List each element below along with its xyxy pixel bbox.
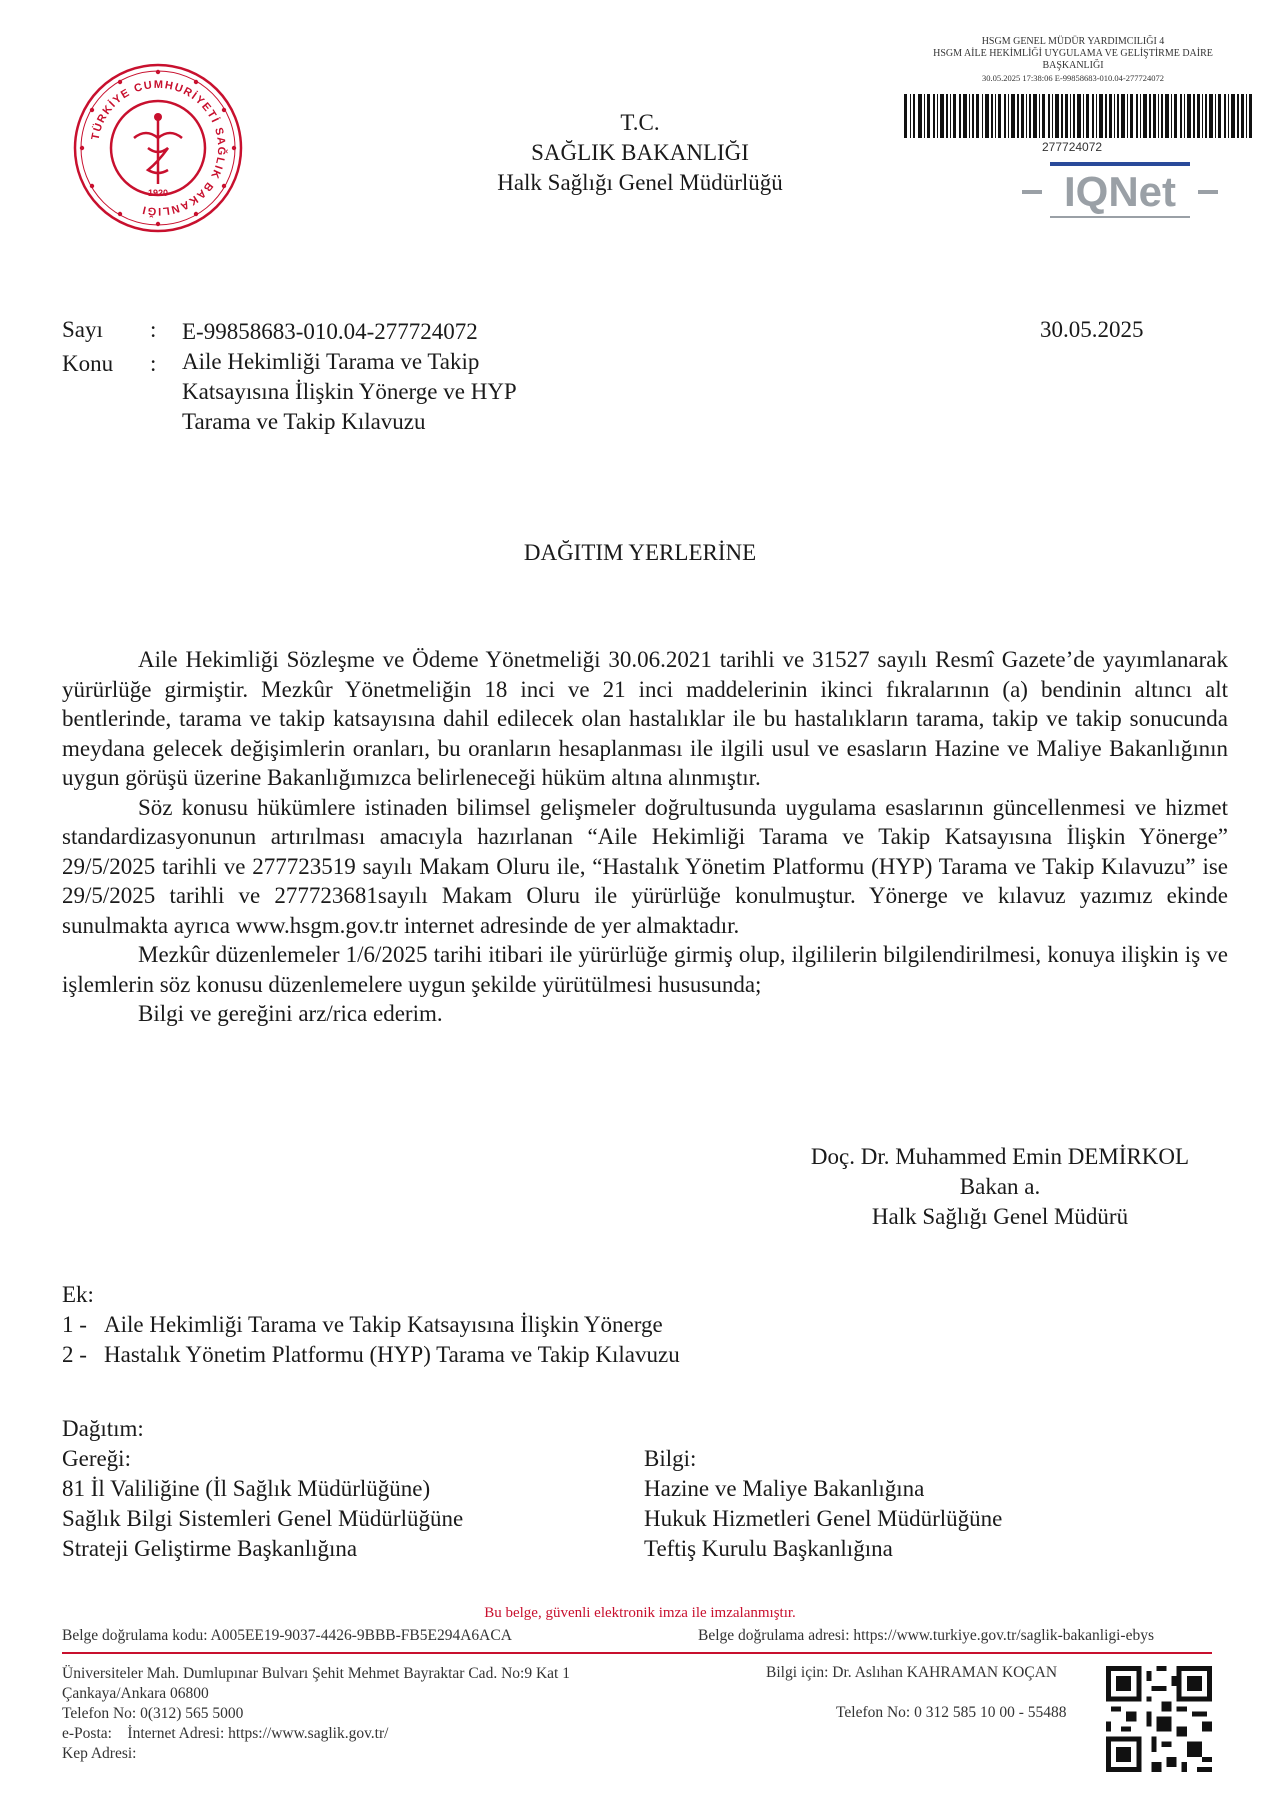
signer-name: Doç. Dr. Muhammed Emin DEMİRKOL xyxy=(810,1144,1190,1169)
konu-value xyxy=(182,347,602,437)
sayi-label: Sayı xyxy=(62,317,103,342)
letter-body xyxy=(62,645,1228,1029)
institution-address xyxy=(62,1664,570,1764)
header-line-directorate: Halk Sağlığı Genel Müdürlüğü xyxy=(497,170,783,195)
svg-text:IQNet: IQNet xyxy=(1063,168,1177,215)
info-contact: Bilgi için: Dr. Aslıhan KAHRAMAN KOÇAN xyxy=(766,1664,1058,1681)
iqnet-logo xyxy=(1020,160,1220,232)
distribution-label: Dağıtım: xyxy=(62,1416,144,1441)
footer-divider xyxy=(62,1652,1212,1654)
verification-address-link[interactable]: Belge doğrulama adresi: https://www.turkiye.gov.tr/saglik-bakanligi-ebys xyxy=(698,1627,1155,1644)
iqnet-icon xyxy=(1020,160,1220,232)
attachment-item xyxy=(62,1340,680,1370)
signature-block xyxy=(770,1142,1230,1232)
barcode-number: 277724072 xyxy=(1042,140,1103,154)
ministry-logo xyxy=(72,62,244,234)
info-phone: Telefon No: 0 312 585 10 00 - 55488 xyxy=(836,1704,1067,1721)
stamp-line-1: HSGM GENEL MÜDÜR YARDIMCILIĞI 4 xyxy=(981,36,1165,47)
body-paragraph-3: Mezkûr düzenlemeler 1/6/2025 tarihi itibari ile yürürlüğe girmiş olup, ilgililerin bilgilendirilmesi, konuya ilişkin iş ve işlemlerin söz konusu düzenlemelere uygun şekilde yürütülmesi hususunda; xyxy=(62,942,1228,997)
bilgi-item: Hukuk Hizmetleri Genel Müdürlüğüne xyxy=(644,1506,1003,1531)
secure-signature-note: Bu belge, güvenli elektronik imza ile imzalanmıştır. xyxy=(484,1605,796,1621)
attachment-item xyxy=(62,1310,680,1340)
address-line: Kep Adresi: xyxy=(62,1745,137,1762)
konu-line-1: Aile Hekimliği Tarama ve Takip xyxy=(182,349,480,374)
attachment-text: Hastalık Yönetim Platformu (HYP) Tarama ve Takip Kılavuzu xyxy=(104,1342,680,1367)
svg-text:1920: 1920 xyxy=(147,188,169,198)
header-line-ministry: SAĞLIK BAKANLIĞI xyxy=(531,140,749,165)
e-sign-stamp xyxy=(898,36,1248,84)
konu-colon: : xyxy=(150,351,157,376)
verification-code: Belge doğrulama kodu: A005EE19-9037-4426-9BBB-FB5E294A6ACA xyxy=(62,1627,512,1644)
sayi-value: E-99858683-010.04-277724072 xyxy=(182,319,478,344)
address-line: Telefon No: 0(312) 565 5000 xyxy=(62,1705,244,1722)
qr-code-icon xyxy=(1106,1666,1212,1772)
attachments-label: Ek: xyxy=(62,1282,94,1307)
distribution-gereği xyxy=(62,1414,463,1564)
body-paragraph-4: Bilgi ve gereğini arz/rica ederim. xyxy=(138,1001,443,1026)
konu-line-3: Tarama ve Takip Kılavuzu xyxy=(182,409,426,434)
attachment-number: 2 - xyxy=(62,1342,87,1367)
document-date: 30.05.2025 xyxy=(1040,317,1144,342)
address-line: Çankaya/Ankara 06800 xyxy=(62,1685,209,1702)
gereği-item: 81 İl Valiliğine (İl Sağlık Müdürlüğüne) xyxy=(62,1476,431,1501)
gereği-item: Sağlık Bilgi Sistemleri Genel Müdürlüğüne xyxy=(62,1506,464,1531)
header-line-tc: T.C. xyxy=(620,110,660,135)
distribution-title: DAĞITIM YERLERİNE xyxy=(523,540,757,565)
stamp-line-4: 30.05.2025 17:38:06 E-99858683-010.04-277724072 xyxy=(981,73,1165,83)
address-line: e-Posta: İnternet Adresi: https://www.saglik.gov.tr/ xyxy=(62,1725,389,1742)
barcode xyxy=(904,94,1252,138)
attachments xyxy=(62,1280,680,1370)
signer-role: Bakan a. xyxy=(959,1174,1041,1199)
gereği-label: Gereği: xyxy=(62,1446,131,1471)
ministry-seal-icon xyxy=(72,62,244,234)
header-title xyxy=(400,108,880,198)
barcode-icon xyxy=(904,94,1252,138)
bilgi-item: Hazine ve Maliye Bakanlığına xyxy=(644,1476,925,1501)
konu-label: Konu xyxy=(62,351,114,376)
attachment-text: Aile Hekimliği Tarama ve Takip Katsayısına İlişkin Yönerge xyxy=(104,1312,663,1337)
gereği-item: Strateji Geliştirme Başkanlığına xyxy=(62,1536,358,1561)
svg-text:TÜRKİYE CUMHURİYETİ SAĞLIK BAK: TÜRKİYE CUMHURİYETİ SAĞLIK BAKANLIĞI xyxy=(89,78,228,218)
verification-qr-code[interactable] xyxy=(1106,1666,1212,1772)
sayi-colon: : xyxy=(150,317,157,342)
body-paragraph-1: Aile Hekimliği Sözleşme ve Ödeme Yönetmeliği 30.06.2021 tarihli ve 31527 sayılı Resmî Gazete’de yayımlanarak yürürlüğe girmiştir. Mezkûr Yönetmeliğin 18 inci ve 21 inci maddelerinin ikinci fıkralarının (a) bendinin altıncı alt bentlerinde, tarama ve takip katsayısına dahil edilecek olan hastalıklar ile bu hastalıkların tarama, takip ve takip sonucunda meydana gelecek değişimlerin oranları, bu oranların hesaplanması ile ilgili usul ve esasların Hazine ve Maliye Bakanlığının uygun görüşü üzerine Bakanlığımızca belirleneceği hüküm altına alınmıştır. xyxy=(62,647,1228,790)
bilgi-label: Bilgi: xyxy=(644,1446,697,1471)
bilgi-item: Teftiş Kurulu Başkanlığına xyxy=(644,1536,893,1561)
distribution-bilgi xyxy=(644,1444,1002,1564)
konu-line-2: Katsayısına İlişkin Yönerge ve HYP xyxy=(182,379,517,404)
signer-title: Halk Sağlığı Genel Müdürü xyxy=(871,1204,1129,1229)
address-line: Üniversiteler Mah. Dumlupınar Bulvarı Şehit Mehmet Bayraktar Cad. No:9 Kat 1 xyxy=(62,1665,570,1682)
stamp-line-2: HSGM AİLE HEKİMLİĞİ UYGULAMA VE GELİŞTİRME DAİRE xyxy=(933,48,1213,59)
attachment-number: 1 - xyxy=(62,1312,87,1337)
stamp-line-3: BAŞKANLIĞI xyxy=(1042,60,1104,71)
body-paragraph-2: Söz konusu hükümlere istinaden bilimsel gelişmeler doğrultusunda uygulama esaslarının güncellenmesi ve hizmet standardizasyonunun artırılması amacıyla hazırlanan “Aile Hekimliği Tarama ve Takip Katsayısına İlişkin Yönerge” 29/5/2025 tarihli ve 277723519 sayılı Makam Oluru ile, “Hastalık Yönetim Platformu (HYP) Tarama ve Takip Kılavuzu” ise 29/5/2025 tarihli ve 277723681sayılı Makam Oluru ile yürürlüğe konulmuştur. Yönerge ve kılavuz yazımız ekinde sunulmakta ayrıca www.hsgm.gov.tr internet adresinde de yer almaktadır. xyxy=(62,794,1228,938)
